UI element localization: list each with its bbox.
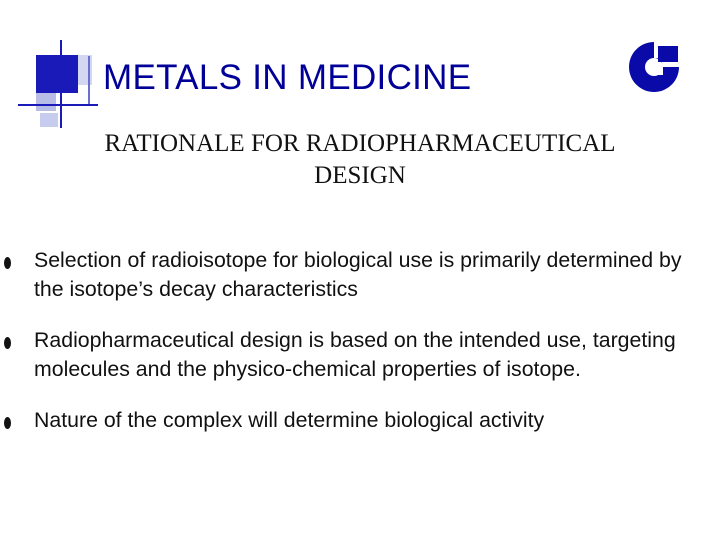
slide-title: METALS IN MEDICINE — [103, 58, 472, 97]
decoration-line — [18, 104, 98, 106]
subtitle-line: DESIGN — [314, 162, 406, 189]
bullet-item — [0, 326, 720, 384]
bullet-text: Nature of the complex will determine biological activity — [34, 408, 545, 432]
bullet-text: Radiopharmaceutical design is based on the intended use, targeting molecules and the physico-chemical properties of isotope. — [34, 328, 676, 381]
bullet-icon — [4, 337, 11, 349]
bullet-item — [0, 406, 720, 435]
decoration-line — [60, 40, 62, 128]
bullet-icon — [4, 257, 11, 269]
bullet-list — [0, 246, 720, 457]
slide-subtitle — [40, 128, 680, 192]
bullet-item — [0, 246, 720, 304]
bullet-text: Selection of radioisotope for biological use is primarily determined by the isotope’s decay characteristics — [34, 248, 682, 301]
decoration-line — [88, 56, 90, 106]
bullet-icon — [4, 417, 11, 429]
decoration-square — [36, 93, 56, 111]
institution-logo-icon — [622, 40, 686, 94]
decoration-square — [36, 55, 78, 93]
subtitle-line: RATIONALE FOR RADIOPHARMACEUTICAL — [104, 130, 616, 157]
decoration-square — [40, 113, 58, 127]
